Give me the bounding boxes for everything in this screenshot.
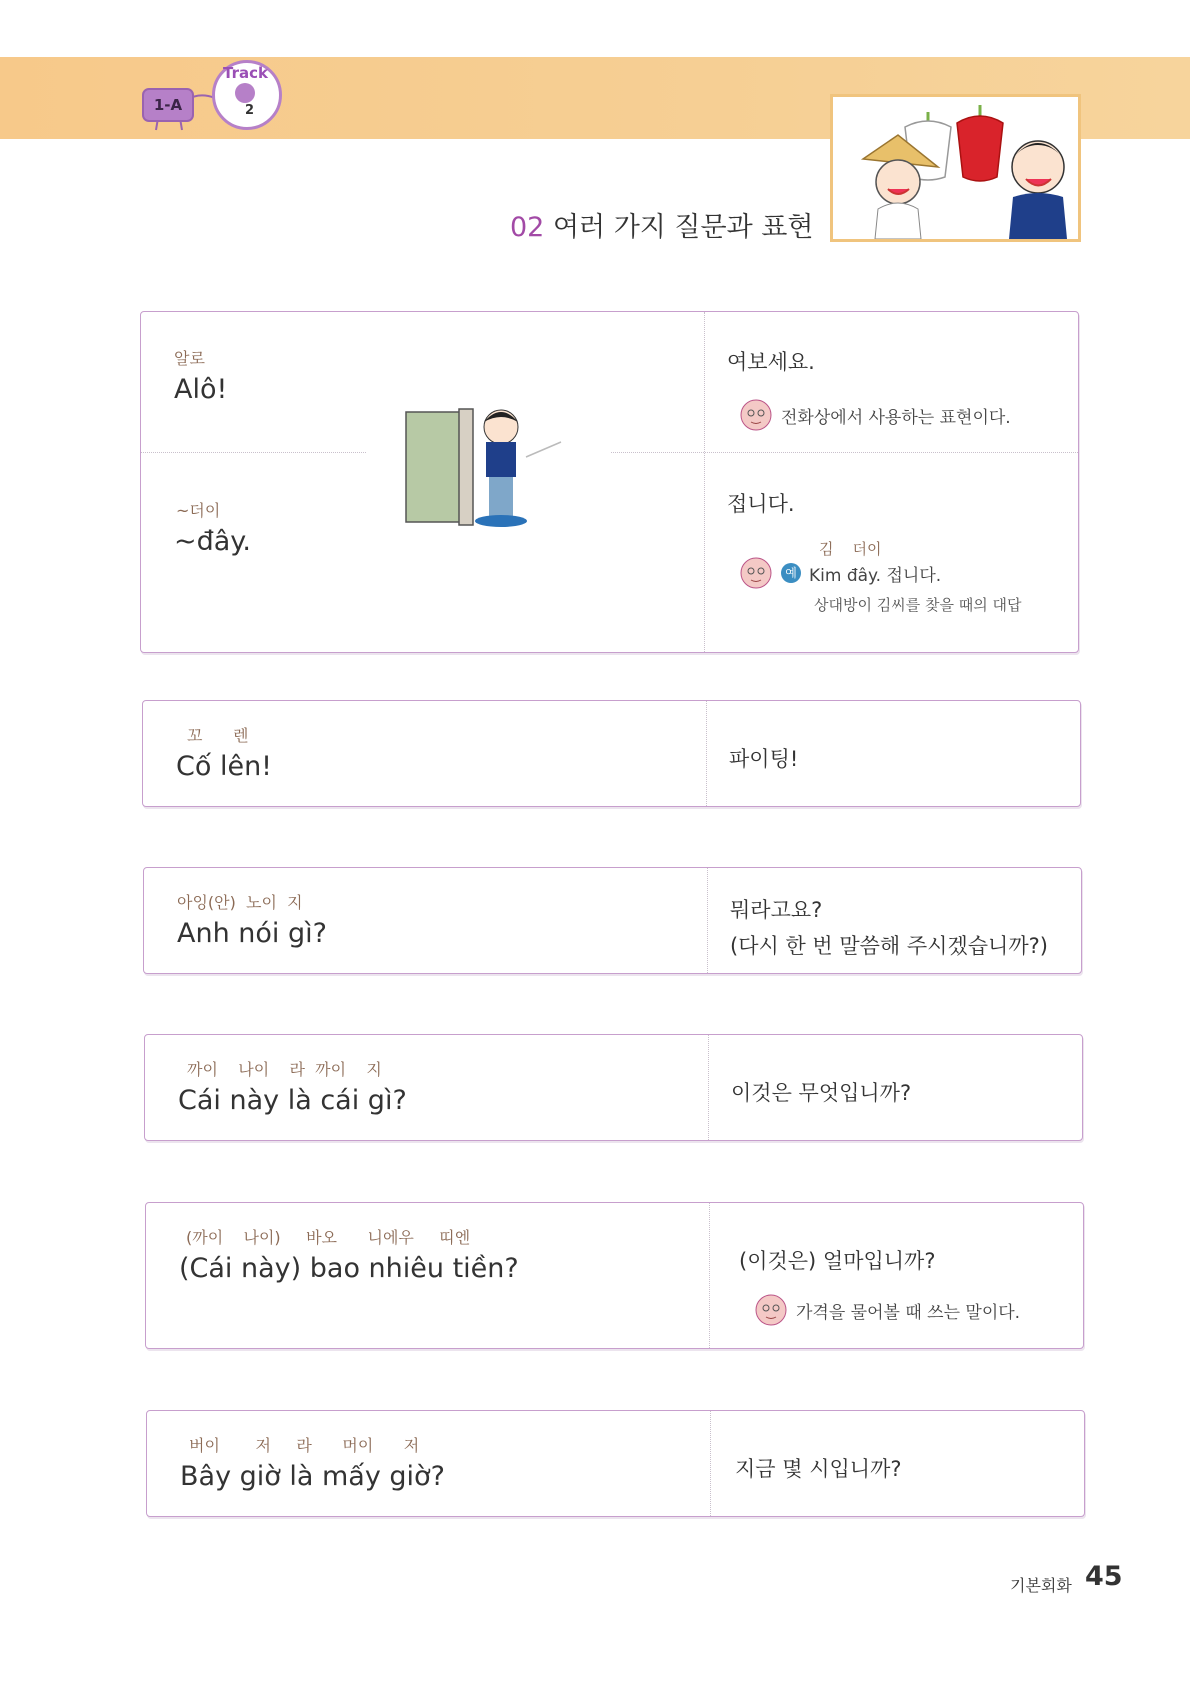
pronunciation: (까이 나이) 바오 니에우 띠엔 xyxy=(186,1228,471,1247)
vietnamese-phrase: ~đây. xyxy=(174,526,252,557)
pronunciation: ~더이 xyxy=(176,501,221,520)
characters-illustration xyxy=(830,94,1081,242)
korean-translation: 이것은 무엇입니까? xyxy=(731,1081,912,1105)
characters-drawing xyxy=(833,97,1078,239)
phrase-card xyxy=(143,867,1082,974)
page-number: 45 xyxy=(1085,1561,1123,1592)
vietnamese-phrase: Cố lên! xyxy=(176,751,273,782)
korean-translation: 파이팅! xyxy=(729,747,799,771)
section-title-text: 여러 가지 질문과 표현 xyxy=(544,212,814,243)
vietnamese-phrase: Alô! xyxy=(174,374,228,405)
vietnamese-phrase: Cái này là cái gì? xyxy=(178,1085,407,1116)
footer-label: 기본회화 xyxy=(1010,1576,1072,1595)
phone-call-illustration xyxy=(401,397,581,537)
track-label: Track xyxy=(223,64,268,82)
korean-translation: (이것은) 얼마입니까? xyxy=(739,1249,936,1273)
phrase-card-price xyxy=(145,1202,1084,1349)
pronunciation: 아잉(안) 노이 지 xyxy=(177,893,303,912)
pronunciation: 꼬 렌 xyxy=(187,726,249,745)
korean-translation-detail: (다시 한 번 말씀해 주시겠습니까?) xyxy=(730,934,1048,958)
korean-translation: 뭐라고요? xyxy=(730,898,823,922)
phrase-card xyxy=(142,700,1081,807)
phrase-card xyxy=(146,1410,1085,1517)
example-text: Kim đây. 접니다. xyxy=(809,565,942,586)
vietnamese-phrase: (Cái này) bao nhiêu tiền? xyxy=(179,1253,519,1284)
section-title xyxy=(510,205,813,244)
vietnamese-phrase: Bây giờ là mấy giờ? xyxy=(180,1461,445,1492)
track-code: 1-A xyxy=(153,96,183,114)
pronunciation: 까이 나이 라 까이 지 xyxy=(187,1060,382,1079)
vietnamese-phrase: Anh nói gì? xyxy=(177,918,327,949)
track-code-badge xyxy=(142,88,194,122)
teacher-face-icon xyxy=(739,556,773,590)
phrase-card-phone xyxy=(140,311,1079,653)
teacher-face-icon xyxy=(754,1293,788,1327)
section-number: 02 xyxy=(510,212,545,243)
phrase-card xyxy=(144,1034,1083,1141)
korean-translation: 여보세요. xyxy=(727,350,815,374)
example-sentence xyxy=(739,556,941,590)
track-number: 2 xyxy=(245,103,255,118)
usage-note-text: 가격을 물어볼 때 쓰는 말이다. xyxy=(796,1302,1021,1323)
teacher-face-icon xyxy=(739,398,773,432)
korean-translation: 지금 몇 시입니까? xyxy=(735,1457,902,1481)
korean-translation: 접니다. xyxy=(727,492,795,516)
pronunciation: 알로 xyxy=(174,349,205,368)
example-badge: 예 xyxy=(781,563,801,583)
usage-note xyxy=(739,398,1011,432)
pronunciation: 버이 저 라 머이 저 xyxy=(189,1436,420,1455)
example-explanation: 상대방이 김씨를 찾을 때의 대답 xyxy=(814,596,1022,614)
example-pronunciation: 김 더이 xyxy=(819,540,882,558)
usage-note-text: 전화상에서 사용하는 표현이다. xyxy=(781,407,1011,428)
usage-note xyxy=(754,1293,1020,1327)
